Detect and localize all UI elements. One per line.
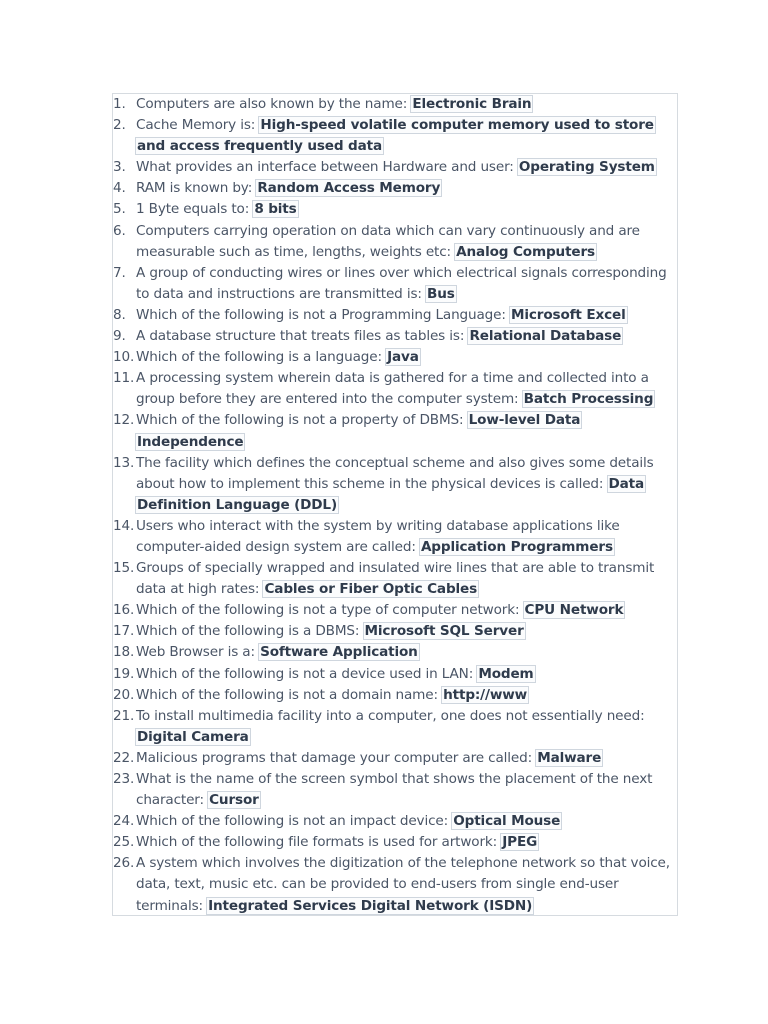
item-number: 1. <box>113 96 126 112</box>
list-item <box>113 115 673 157</box>
answer-text: Batch Processing <box>523 391 654 408</box>
answer-text: Modem <box>478 665 534 682</box>
question-text: Which of the following is not a domain name: <box>136 686 443 703</box>
item-number: 26. <box>113 855 135 872</box>
question-text: Web Browser is a: <box>136 644 260 661</box>
item-number: 24. <box>113 813 135 830</box>
list-item <box>113 326 673 347</box>
item-number: 14. <box>113 517 135 534</box>
answer-text: Operating System <box>518 159 655 176</box>
item-number: 20. <box>113 686 135 703</box>
list-item <box>113 94 673 115</box>
question-text: The facility which defines the conceptual scheme and also gives some details about how to implement this scheme in the physical devices is called: <box>136 454 654 492</box>
question-text: A group of conducting wires or lines over which electrical signals corresponding to data and instructions are transmitted is: <box>136 264 667 302</box>
list-item <box>113 621 673 642</box>
list-item <box>113 410 673 452</box>
list-item <box>113 706 673 748</box>
item-number: 23. <box>113 771 135 787</box>
answer-text: Random Access Memory <box>257 180 441 197</box>
item-number: 8. <box>113 306 126 323</box>
list-item <box>113 811 673 832</box>
item-number: 17. <box>113 623 135 640</box>
answer-text: Data Definition Language (DDL) <box>137 475 645 513</box>
item-number: 2. <box>113 117 126 134</box>
answer-text: Analog Computers <box>456 243 595 260</box>
answer-text: Microsoft SQL Server <box>364 623 524 640</box>
list-item <box>113 642 673 663</box>
answer-text: Integrated Services Digital Network (ISDN) <box>208 897 533 914</box>
item-number: 9. <box>113 328 126 345</box>
list-item <box>113 305 673 326</box>
item-number: 15. <box>113 560 135 577</box>
answer-text: Application Programmers <box>420 538 613 555</box>
question-text: Computers are also known by the name: <box>136 96 412 112</box>
answer-text: Bus <box>426 285 455 302</box>
list-item <box>113 178 673 199</box>
answer-text: Electronic Brain <box>412 96 532 112</box>
question-text: Computers carrying operation on data which can vary continuously and are measurable such as time, lengths, weights etc: <box>136 222 640 260</box>
item-number: 13. <box>113 454 135 471</box>
list-item <box>113 748 673 769</box>
item-number: 6. <box>113 222 126 239</box>
item-number: 22. <box>113 749 135 766</box>
list-item <box>113 347 673 368</box>
question-text: What is the name of the screen symbol that shows the placement of the next character: <box>136 771 653 809</box>
list-item <box>113 853 673 916</box>
list-item <box>113 685 673 706</box>
question-text: Which of the following is a DBMS: <box>136 623 364 640</box>
answer-text: Microsoft Excel <box>510 306 626 323</box>
item-number: 25. <box>113 834 135 851</box>
question-text: Which of the following is not a Programming Language: <box>136 306 510 323</box>
list-item <box>113 664 673 685</box>
answer-text: Java <box>387 349 419 366</box>
answer-text: http://www <box>443 686 528 703</box>
list-item <box>113 832 673 853</box>
item-number: 21. <box>113 707 135 724</box>
question-text: Which of the following file formats is used for artwork: <box>136 834 502 851</box>
list-item <box>113 769 673 811</box>
item-number: 16. <box>113 602 135 619</box>
question-text: A processing system wherein data is gathered for a time and collected into a group before they are entered into the computer system: <box>136 370 649 408</box>
list-item <box>113 199 673 220</box>
list-item <box>113 453 673 516</box>
question-text: Cache Memory is: <box>136 117 260 134</box>
question-text: Groups of specially wrapped and insulated wire lines that are able to transmit data at high rates: <box>136 560 655 598</box>
answer-text: Software Application <box>260 644 418 661</box>
item-number: 10. <box>113 349 135 366</box>
item-number: 5. <box>113 201 126 218</box>
question-text: Which of the following is a language: <box>136 349 387 366</box>
list-item <box>113 558 673 600</box>
list-item <box>113 157 673 178</box>
item-number: 3. <box>113 159 126 176</box>
question-text: A system which involves the digitization of the telephone network so that voice, data, text, music etc. can be provided to end-users from single end-user terminals: <box>136 855 670 914</box>
question-answer-list <box>113 94 673 917</box>
answer-text: Cables or Fiber Optic Cables <box>264 581 478 598</box>
answer-text: CPU Network <box>524 602 624 619</box>
answer-text: Optical Mouse <box>453 813 561 830</box>
answer-text: Digital Camera <box>137 728 249 745</box>
answer-text: Cursor <box>209 792 259 809</box>
question-text: What provides an interface between Hardware and user: <box>136 159 518 176</box>
question-text: Which of the following is not a property of DBMS: <box>136 412 468 429</box>
item-number: 4. <box>113 180 126 197</box>
question-text: Which of the following is not a type of computer network: <box>136 602 524 619</box>
list-item <box>113 263 673 305</box>
question-text: To install multimedia facility into a computer, one does not essentially need: <box>136 707 645 724</box>
item-number: 11. <box>113 370 135 387</box>
question-text: Users who interact with the system by writing database applications like computer-aided design system are called: <box>136 517 620 555</box>
question-text: A database structure that treats files as tables is: <box>136 328 469 345</box>
answer-text: 8 bits <box>254 201 297 218</box>
question-text: Which of the following is not an impact device: <box>136 813 453 830</box>
answer-text: Low-level Data Independence <box>137 412 581 450</box>
answer-text: High-speed volatile computer memory used to store and access frequently used data <box>137 117 654 155</box>
answer-text: Relational Database <box>469 328 622 345</box>
list-item <box>113 600 673 621</box>
question-text: 1 Byte equals to: <box>136 201 254 218</box>
item-number: 12. <box>113 412 135 429</box>
question-text: Which of the following is not a device used in LAN: <box>136 665 478 682</box>
question-text: RAM is known by: <box>136 180 257 197</box>
answer-text: Malware <box>537 749 602 766</box>
list-item <box>113 368 673 410</box>
list-item <box>113 516 673 558</box>
item-number: 7. <box>113 264 126 281</box>
answer-text: JPEG <box>502 834 538 851</box>
qa-document <box>112 93 678 916</box>
item-number: 19. <box>113 665 135 682</box>
list-item <box>113 221 673 263</box>
item-number: 18. <box>113 644 135 661</box>
question-text: Malicious programs that damage your computer are called: <box>136 749 537 766</box>
